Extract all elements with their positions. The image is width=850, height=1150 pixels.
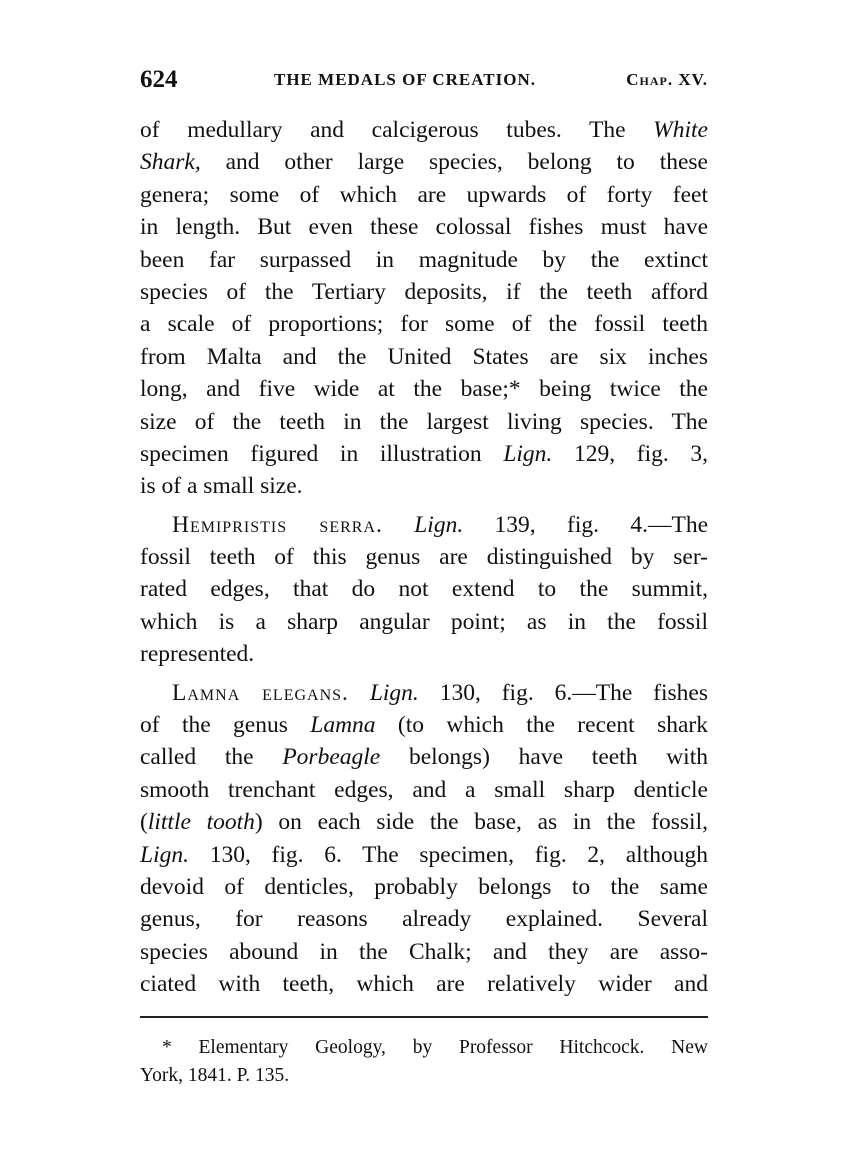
- text-line: from Malta and the United States are six inches: [140, 343, 708, 370]
- text-line: smooth trenchant edges, and a small sharp denticle: [140, 776, 708, 803]
- text-line: species of the Tertiary deposits, if the teeth afford: [140, 278, 708, 305]
- text-line: of medullary and calcigerous tubes. The White: [140, 117, 708, 143]
- footnote: [140, 1034, 708, 1090]
- text-line: Hemipristis serra. Lign. 139, fig. 4.—The: [172, 511, 709, 538]
- text-line: in length. But even these colossal fishes must have: [140, 214, 708, 241]
- text-line: Lign. 130, fig. 6. The specimen, fig. 2, although: [140, 841, 708, 868]
- text-line: rated edges, that do not extend to the summit,: [140, 576, 708, 603]
- text-line: represented.: [140, 641, 255, 668]
- text-line: devoid of denticles, probably belongs to the same: [140, 873, 708, 900]
- section-heading: Lamna elegans.: [172, 679, 349, 706]
- footnote-line: York, 1841. P. 135.: [140, 1065, 290, 1086]
- body-text: [140, 114, 708, 1001]
- text-line: Shark, and other large species, belong to these: [140, 149, 708, 176]
- text-line: long, and five wide at the base;* being twice the: [140, 376, 708, 403]
- text-line: size of the teeth in the largest living species. The: [140, 408, 708, 435]
- text-line: species abound in the Chalk; and they are asso-: [140, 938, 708, 965]
- chapter-label: Chap. XV.: [626, 70, 708, 89]
- text-line: ciated with teeth, which are relatively wider and: [140, 971, 708, 998]
- text-line: which is a sharp angular point; as in the fossil: [140, 608, 708, 635]
- text-line: (little tooth) on each side the base, as in the fossil,: [140, 809, 708, 836]
- footnote-line: * Elementary Geology, by Professor Hitchcock. New: [162, 1037, 708, 1058]
- text-line: a scale of proportions; for some of the fossil teeth: [140, 311, 708, 338]
- text-line: is of a small size.: [140, 473, 303, 500]
- text-line: fossil teeth of this genus are distinguished by ser-: [140, 544, 708, 571]
- text-line: Lamna elegans. Lign. 130, fig. 6.—The fishes: [172, 679, 708, 706]
- text-line: genera; some of which are upwards of forty feet: [140, 181, 708, 208]
- text-line: called the Porbeagle belongs) have teeth with: [140, 744, 708, 771]
- text-line: been far surpassed in magnitude by the extinct: [140, 246, 708, 273]
- section-heading: Hemipristis serra.: [172, 511, 383, 538]
- text-line: of the genus Lamna (to which the recent shark: [140, 712, 708, 739]
- page-header: [140, 66, 708, 96]
- running-title: THE MEDALS OF CREATION.: [274, 70, 536, 89]
- footnote-divider: [140, 1016, 708, 1018]
- text-line: specimen figured in illustration Lign. 129, fig. 3,: [140, 440, 708, 467]
- text-line: genus, for reasons already explained. Several: [140, 906, 708, 933]
- page-number: 624: [140, 66, 178, 93]
